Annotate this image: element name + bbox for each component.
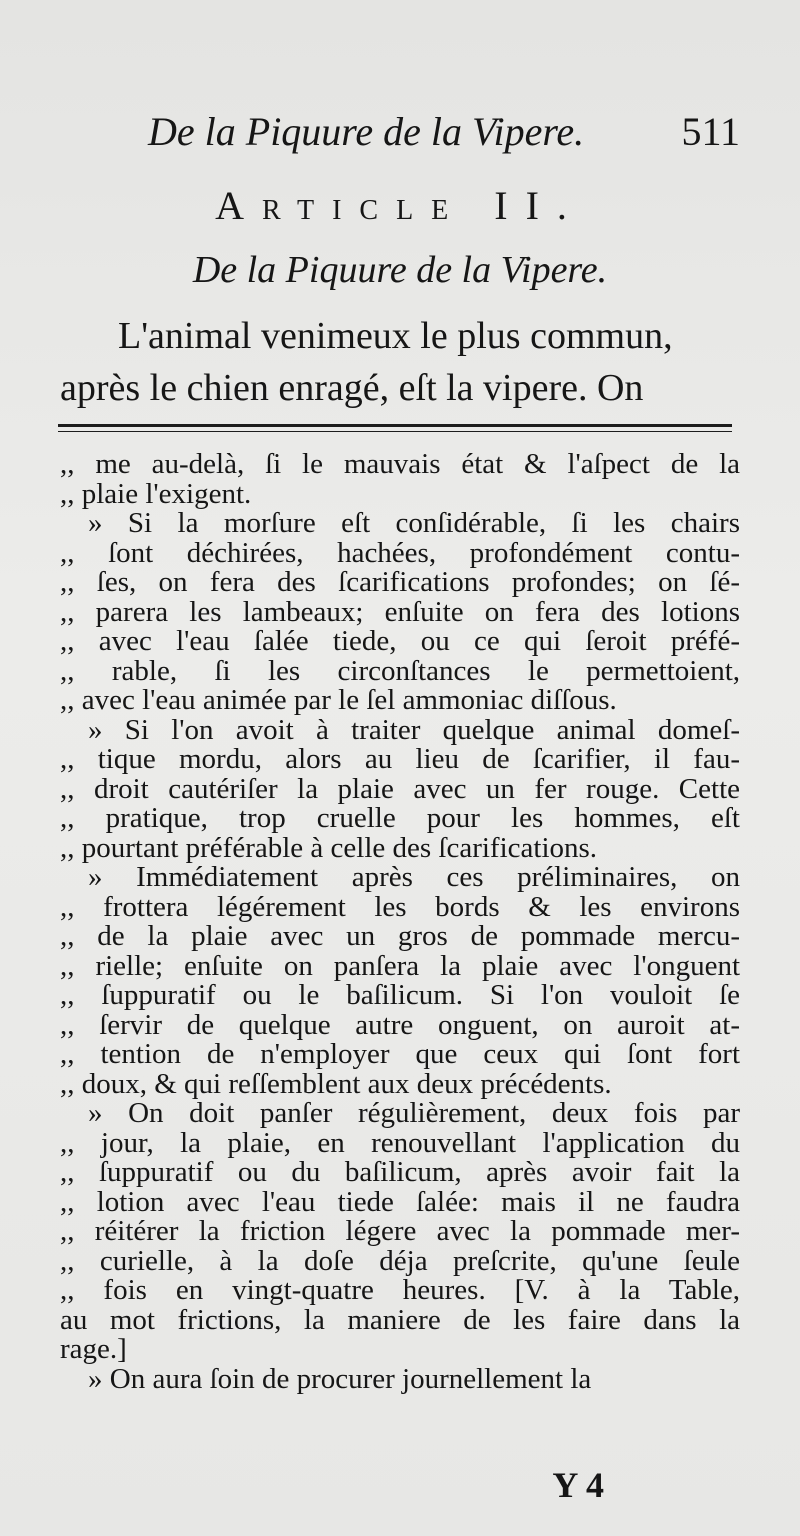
body-line: » Immédiatement après ces préliminaires, on [88,861,740,893]
body-line: ,, avec l'eau ſalée tiede, ou ce qui ſeroit préfé- [60,625,740,657]
intro-line: après le chien enragé, eſt la vipere. On [60,367,644,409]
body-line: ,, ſont déchirées, hachées, profondément contu- [60,536,740,569]
body-line: ,, pratique, trop cruelle pour les hommes, eſt [60,802,740,834]
body-line: ,, avec l'eau animée par le ſel ammoniac diſſous. [60,684,617,716]
body-line: » Si la morſure eſt conſidérable, ſi les chairs [88,507,740,539]
body-line: ,, réitérer la friction légere avec la pommade mer- [60,1215,740,1247]
body-line: ,, ſuppuratif ou du baſilicum, après avoir fait la [60,1156,740,1188]
body-text [60,450,740,1394]
page-number: 511 [681,109,740,154]
body-line: ,, parera les lambeaux; enſuite on fera des lotions [60,595,740,628]
intro-paragraph [60,310,740,414]
body-line: ,, fois en vingt-quatre heures. [V. à la Table, [60,1274,740,1306]
body-line: ,, doux, & qui reſſemblent aux deux précédents. [60,1067,612,1100]
body-line: » On aura ſoin de procurer journellement la [88,1362,592,1395]
body-line: ,, me au-delà, ſi le mauvais état & l'aſpect de la [60,448,740,480]
body-line: ,, frottera légérement les bords & les environs [60,890,740,923]
signature-mark: Y 4 [552,1465,604,1505]
body-line: » Si l'on avoit à traiter quelque animal domeſ- [88,713,740,746]
body-line: ,, tention de n'employer que ceux qui ſont fort [60,1038,740,1070]
body-line: ,, curielle, à la doſe déja preſcrite, qu'une ſeule [60,1244,740,1277]
body-line: ,, rielle; enſuite on panſera la plaie avec l'onguent [60,949,740,982]
body-line: ,, jour, la plaie, en renouvellant l'application du [60,1126,740,1159]
body-line: au mot frictions, la maniere de les faire dans la [60,1303,740,1336]
body-line: ,, ſervir de quelque autre onguent, on auroit at- [60,1008,740,1041]
body-line: ,, ſes, on fera des ſcarifications profondes; on ſé- [60,566,740,598]
divider-rule [58,424,732,432]
body-line: ,, tique mordu, alors au lieu de ſcarifier, il fau- [60,743,740,775]
article-heading: Article II. [215,183,585,228]
body-line: » On doit panſer régulièrement, deux fois par [88,1097,740,1129]
body-line: ,, plaie l'exigent. [60,477,252,510]
body-line: ,, de la plaie avec un gros de pommade mercu- [60,920,740,952]
running-head-title: De la Piquure de la Vipere. [148,109,585,154]
body-line: ,, lotion avec l'eau tiede ſalée: mais il ne faudra [60,1185,740,1218]
intro-line: L'animal venimeux le plus commun, [118,315,673,357]
section-title: De la Piquure de la Vipere. [192,249,608,291]
body-line: ,, rable, ſi les circonſtances le permettoient, [60,654,740,687]
body-line: rage.] [60,1333,127,1365]
body-line: ,, droit cautériſer la plaie avec un fer rouge. Cette [60,772,740,805]
body-line: ,, ſuppuratif ou le baſilicum. Si l'on vouloit ſe [60,979,740,1011]
body-line: ,, pourtant préférable à celle des ſcarifications. [60,831,598,864]
